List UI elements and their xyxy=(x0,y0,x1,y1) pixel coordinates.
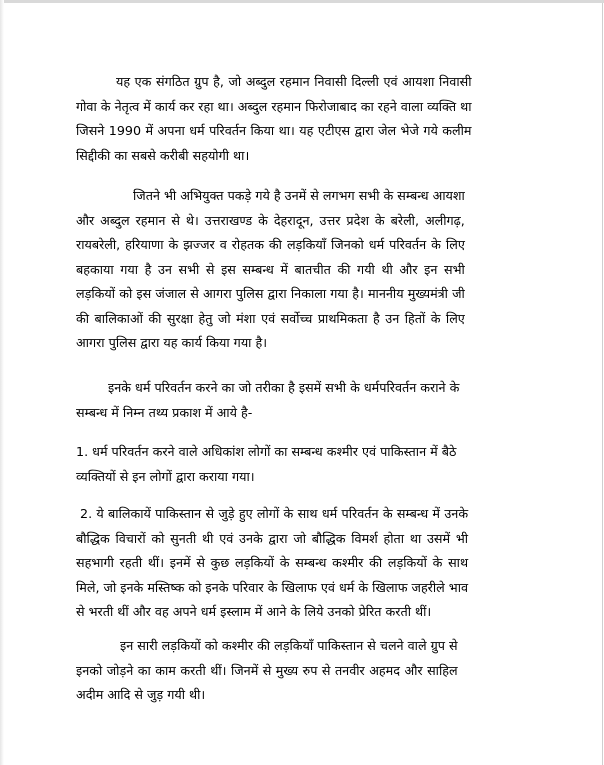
text-line: सम्बन्ध में निम्न तथ्य प्रकाश में आये है- xyxy=(76,404,253,420)
text-line: बहकाया गया है उन सभी से इस सम्बन्ध में बातचीत की गयी थी और इन सभी xyxy=(76,261,465,277)
text-line: अदीम आदि से जुड़ गयी थी। xyxy=(76,687,206,702)
paragraph-method-intro xyxy=(76,376,459,425)
text-line: से भरती थीं और वह अपने धर्म इस्लाम में आने के लिये उनको प्रेरित करती थीं। xyxy=(76,604,432,619)
paragraph-accused-links xyxy=(76,184,465,356)
paragraph-point-1 xyxy=(76,440,456,489)
text-line: की बालिकाओं की सुरक्षा हेतु जो मंशा एवं सर्वोच्च प्राथमिकता है उन हितों के लिए xyxy=(76,310,465,326)
text-line: आगरा पुलिस द्वारा यह कार्य किया गया है। xyxy=(76,335,268,350)
text-line: यह एक संगठित ग्रुप है, जो अब्दुल रहमान निवासी दिल्ली एवं आयशा निवासी xyxy=(116,74,472,89)
page-left-edge xyxy=(0,0,4,765)
text-line: लड़कियों को इस जंजाल से आगरा पुलिस द्वारा निकाला गया है। माननीय मुख्यमंत्री जी xyxy=(76,286,465,301)
text-line: गोवा के नेतृत्व में कार्य कर रहा था। अब्दुल रहमान फिरोजाबाद का रहने वाला व्यक्ति था xyxy=(76,98,472,114)
text-line: सिद्दीकी का सबसे करीबी सहयोगी था। xyxy=(76,147,250,163)
text-line: सहभागी रहती थीं। इनमें से कुछ लड़कियों के सम्बन्ध कश्मीर की लड़कियों के साथ xyxy=(76,555,469,570)
text-line: और अब्दुल रहमान से थे। उत्तराखण्ड के देहरादून, उत्तर प्रदेश के बरेली, अलीगढ़, xyxy=(76,212,465,228)
text-line: 2. ये बालिकायें पाकिस्तान से जुड़े हुए लोगों के साथ धर्म परिवर्तन के सम्बन्ध में उनके xyxy=(80,506,469,521)
text-line: मिले, जो इनके मस्तिष्क को इनके परिवार के खिलाफ एवं धर्म के खिलाफ जहरीले भाव xyxy=(76,579,469,595)
paragraph-point-2 xyxy=(76,502,468,625)
paragraph-group-overview xyxy=(76,70,472,168)
text-line: 1. धर्म परिवर्तन करने वाले अधिकांश लोगों का सम्बन्ध कश्मीर एवं पाकिस्तान में बैठे xyxy=(76,444,457,459)
page-top-border xyxy=(0,0,604,3)
text-line: इनको जोड़ने का काम करती थीं। जिनमें से मुख्य रुप से तनवीर अहमद और साहिल xyxy=(76,662,458,678)
text-line: बौद्धिक विचारों को सुनती थी एवं उनके द्वारा जो बौद्धिक विमर्श होता था उसमें भी xyxy=(76,530,469,546)
text-line: व्यक्तियों से इन लोगों द्वारा कराया गया। xyxy=(76,468,255,484)
text-line: जिसने 1990 में अपना धर्म परिवर्तन किया था। यह एटीएस द्वारा जेल भेजे गये कलीम xyxy=(76,123,472,138)
text-line: रायबरेली, हरियाणा के झज्जर व रोहतक की लड़कियाँ जिनको धर्म परिवर्तन के लिए xyxy=(76,237,465,252)
text-line: इनके धर्म परिवर्तन करने का जो तरीका है इसमें सभी के धर्मपरिवर्तन कराने के xyxy=(108,380,460,395)
text-line: इन सारी लड़कियों को कश्मीर की लड़कियाँ पाकिस्तान से चलने वाले ग्रुप से xyxy=(120,638,458,653)
text-line: जितने भी अभियुक्त पकड़े गये है उनमें से लगभग सभी के सम्बन्ध आयशा xyxy=(133,188,465,203)
paragraph-conclusion xyxy=(76,634,458,708)
